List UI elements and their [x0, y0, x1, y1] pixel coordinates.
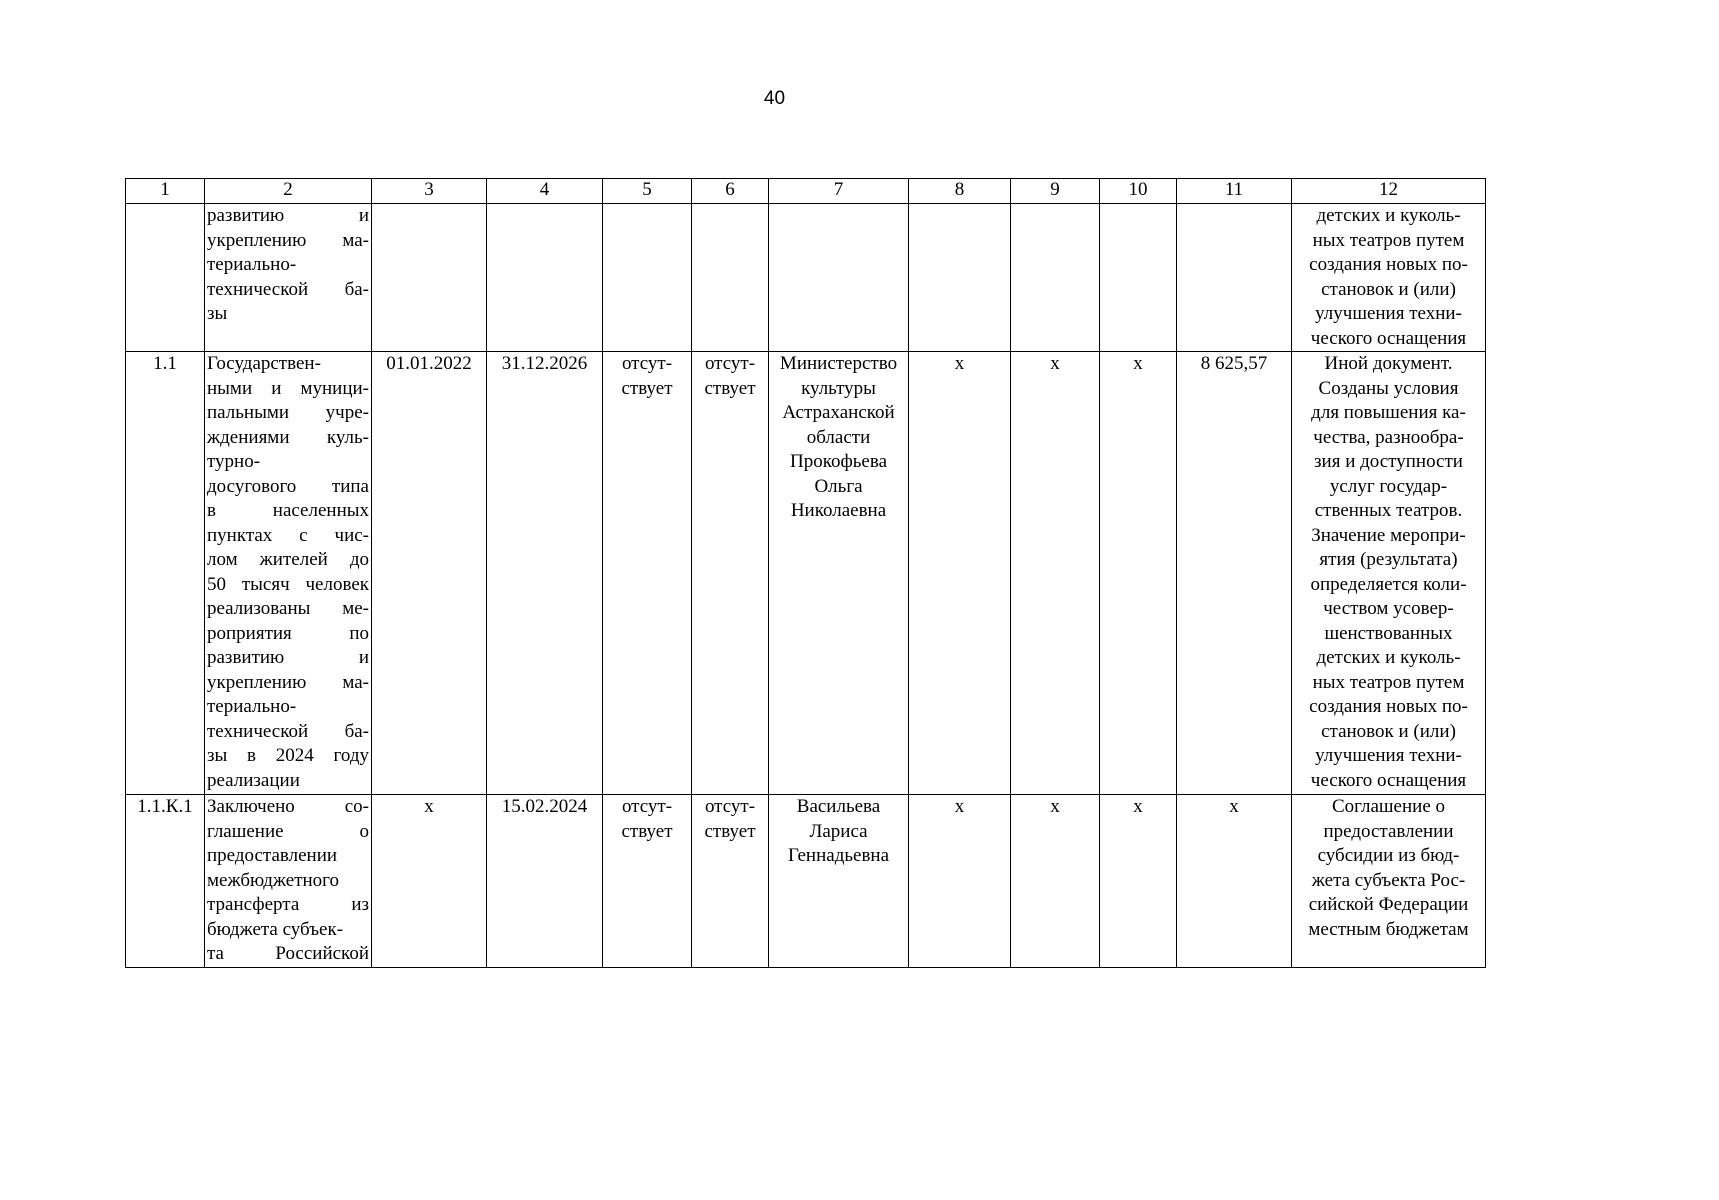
col-header-9: 9 [1011, 179, 1100, 204]
text-line: Ольга [814, 475, 863, 497]
col-header-6: 6 [692, 179, 769, 204]
text-line: ждениями куль- [207, 426, 369, 448]
col-header-4: 4 [487, 179, 603, 204]
text-line: териально- [207, 254, 297, 275]
col-header-5: 5 [603, 179, 692, 204]
cell-amount: 8 625,57 [1177, 352, 1292, 795]
text-line: определяется коли- [1310, 573, 1467, 595]
text-line: Васильева [796, 796, 881, 817]
col-header-3: 3 [372, 179, 487, 204]
cell-description [205, 204, 372, 352]
text-line: укреплению ма- [207, 229, 369, 251]
text-line: сийской Федерации [1308, 894, 1469, 915]
text-line: развитию и [207, 205, 369, 226]
text-line: создания новых по- [1309, 696, 1468, 717]
text-line: териально- [207, 696, 297, 717]
text-line: ческого оснащения [1310, 327, 1467, 349]
table-row [126, 795, 1486, 968]
cell-col10: x [1100, 795, 1177, 968]
text-line: субсидии из бюд- [1317, 845, 1460, 866]
text-line: укреплению ма- [207, 671, 369, 693]
cell-col5 [603, 795, 692, 968]
text-line: Государствен- [207, 353, 321, 374]
text-line: досугового типа [207, 475, 369, 497]
col-header-11: 11 [1177, 179, 1292, 204]
text-line: лом жителей до [207, 549, 369, 570]
text-line: ствует [621, 377, 673, 399]
cell-start-date [372, 204, 487, 352]
cell-col8: x [909, 352, 1011, 795]
cell-start-date: 01.01.2022 [372, 352, 487, 795]
text-line: в населенных [207, 500, 369, 521]
cell-col6 [692, 795, 769, 968]
text-line: ятия (результата) [1319, 549, 1458, 570]
col-header-1: 1 [126, 179, 205, 204]
cell-number: 1.1.К.1 [126, 795, 205, 968]
cell-amount: x [1177, 795, 1292, 968]
text-line: зы в 2024 году [207, 745, 369, 766]
text-line: ческого оснащения [1310, 769, 1467, 791]
cell-number: 1.1 [126, 352, 205, 795]
text-line: реализованы ме- [207, 598, 369, 619]
text-line: отсут- [704, 353, 756, 374]
cell-col6 [692, 352, 769, 795]
text-line: технической ба- [207, 720, 369, 742]
text-line: 50 тысяч человек [207, 573, 369, 595]
text-line: та Российской [207, 943, 369, 964]
cell-end-date [487, 204, 603, 352]
text-line: услуг государ- [1329, 475, 1448, 497]
text-line: отсут- [621, 796, 673, 817]
text-line: шенствованных [1324, 622, 1453, 644]
text-line: реализации [207, 769, 300, 791]
text-line: роприятия по [207, 622, 369, 644]
text-line: ственных театров. [1314, 500, 1463, 521]
cell-responsible [769, 352, 909, 795]
text-line: Геннадьевна [787, 845, 890, 866]
text-line: пальными учре- [207, 402, 369, 423]
text-line: Лариса [809, 820, 868, 842]
text-line: Министерство [779, 353, 898, 374]
text-line: создания новых по- [1309, 254, 1468, 275]
text-line: жета субъекта Рос- [1311, 869, 1466, 891]
text-line: детских и куколь- [1316, 647, 1461, 668]
col-header-2: 2 [205, 179, 372, 204]
cell-end-date: 31.12.2026 [487, 352, 603, 795]
cell-col10: x [1100, 352, 1177, 795]
text-line: технической ба- [207, 278, 369, 300]
text-line: Николаевна [790, 500, 887, 521]
text-line: трансферта из [207, 894, 369, 915]
text-line: для повышения ка- [1311, 402, 1466, 423]
text-line: отсут- [621, 353, 673, 374]
cell-col8: x [909, 795, 1011, 968]
table-row [126, 204, 1486, 352]
cell-result [1292, 352, 1486, 795]
cell-number [126, 204, 205, 352]
text-line: культуры [801, 377, 876, 399]
cell-col8 [909, 204, 1011, 352]
cell-description [205, 352, 372, 795]
cell-amount [1177, 204, 1292, 352]
text-line: чеством усовер- [1323, 598, 1454, 619]
text-line: улучшения техни- [1315, 303, 1462, 324]
text-line: турно- [207, 451, 261, 472]
text-line: Соглашение о [1332, 796, 1445, 817]
cell-description [205, 795, 372, 968]
cell-responsible [769, 204, 909, 352]
cell-col9: x [1011, 352, 1100, 795]
text-line: Прокофьева [789, 451, 888, 472]
cell-result [1292, 204, 1486, 352]
text-line: области [806, 426, 871, 448]
activities-table [125, 178, 1486, 968]
text-line: зы [207, 303, 228, 324]
text-line: Созданы условия [1318, 377, 1459, 399]
page-number: 40 [763, 88, 786, 109]
text-line: улучшения техни- [1315, 745, 1462, 766]
text-line: ствует [704, 377, 756, 399]
col-header-12: 12 [1292, 179, 1486, 204]
text-line: Заключено со- [207, 796, 369, 817]
cell-result [1292, 795, 1486, 968]
text-line: ных театров путем [1312, 671, 1465, 693]
cell-end-date: 15.02.2024 [487, 795, 603, 968]
text-line: становок и (или) [1321, 720, 1456, 742]
text-line: местным бюджетам [1308, 918, 1469, 940]
text-line: межбюджетного [207, 869, 339, 891]
cell-col5 [603, 352, 692, 795]
text-line: Астраханской [782, 402, 895, 423]
cell-start-date: x [372, 795, 487, 968]
col-header-7: 7 [769, 179, 909, 204]
text-line: бюджета субъек- [207, 918, 344, 940]
text-line: становок и (или) [1321, 278, 1456, 300]
text-line: отсут- [704, 796, 756, 817]
text-line: предоставлении [207, 845, 338, 866]
text-line: пунктах с чис- [207, 524, 369, 546]
text-line: Значение меропри- [1311, 524, 1466, 546]
text-line: ствует [621, 820, 673, 842]
text-line: зия и доступности [1314, 451, 1463, 472]
text-line: детских и куколь- [1316, 205, 1461, 226]
cell-col10 [1100, 204, 1177, 352]
text-line: развитию и [207, 647, 369, 668]
cell-col6 [692, 204, 769, 352]
cell-responsible [769, 795, 909, 968]
text-line: ными и муници- [207, 377, 369, 399]
text-line: Иной документ. [1324, 353, 1453, 374]
text-line: чества, разнообра- [1313, 426, 1464, 448]
col-header-8: 8 [909, 179, 1011, 204]
header-row [126, 179, 1486, 204]
text-line: ствует [704, 820, 756, 842]
text-line: ных театров путем [1312, 229, 1465, 251]
col-header-10: 10 [1100, 179, 1177, 204]
cell-col5 [603, 204, 692, 352]
cell-col9: x [1011, 795, 1100, 968]
text-line: глашение о [207, 820, 369, 842]
cell-col9 [1011, 204, 1100, 352]
text-line: предоставлении [1323, 820, 1454, 842]
table-row [126, 352, 1486, 795]
